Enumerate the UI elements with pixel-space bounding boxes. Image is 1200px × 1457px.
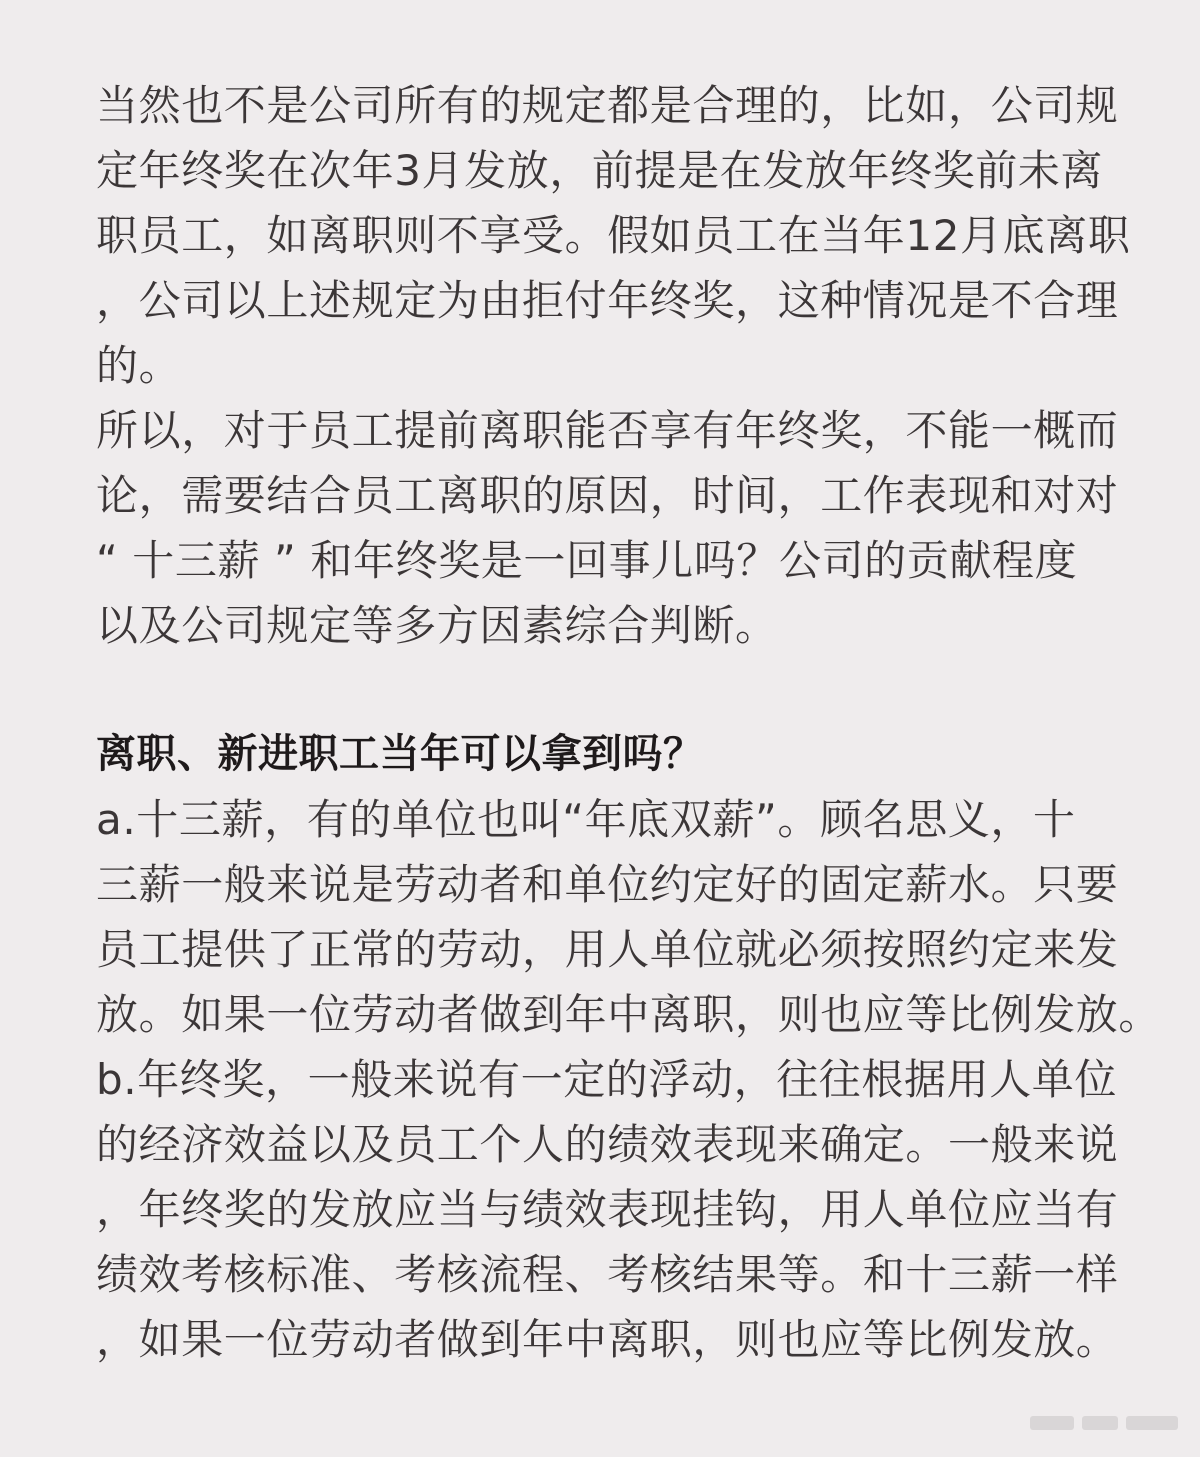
paragraph-3-line-2: 三薪一般来说是劳动者和单位约定好的固定薪水。只要 <box>96 860 1119 909</box>
paragraph-3-line-4: 放。如果一位劳动者做到年中离职，则也应等比例发放。 <box>96 990 1162 1039</box>
paragraph-2-line-2: 论，需要结合员工离职的原因，时间，工作表现和对对 <box>96 471 1119 520</box>
paragraph-1-line-3: 职员工，如离职则不享受。假如员工在当年12月底离职 <box>96 211 1131 260</box>
paragraph-1-line-5: 的。 <box>96 341 182 390</box>
paragraph-1-line-1: 当然也不是公司所有的规定都是合理的，比如，公司规 <box>96 81 1119 130</box>
paragraph-2-line-4: 以及公司规定等多方因素综合判断。 <box>96 601 778 650</box>
paragraph-2-line-3: “ 十三薪 ” 和年终奖是一回事儿吗？公司的贡献程度 <box>96 536 1078 585</box>
watermark-bar <box>1126 1416 1178 1430</box>
watermark-logo <box>1030 1410 1180 1436</box>
paragraph-3-line-3: 员工提供了正常的劳动，用人单位就必须按照约定来发 <box>96 925 1119 974</box>
paragraph-4-line-4: 绩效考核标准、考核流程、考核结果等。和十三薪一样 <box>96 1250 1119 1299</box>
paragraph-3-line-1: a.十三薪，有的单位也叫“年底双薪”。顾名思义，十 <box>96 795 1076 844</box>
paragraph-4-line-5: ，如果一位劳动者做到年中离职，则也应等比例发放。 <box>96 1315 1119 1364</box>
paragraph-4-line-2: 的经济效益以及员工个人的绩效表现来确定。一般来说 <box>96 1120 1119 1169</box>
paragraph-1-line-4: ，公司以上述规定为由拒付年终奖，这种情况是不合理 <box>96 276 1119 325</box>
paragraph-4-line-3: ，年终奖的发放应当与绩效表现挂钩，用人单位应当有 <box>96 1185 1119 1234</box>
paragraph-1-line-2: 定年终奖在次年3月发放，前提是在发放年终奖前未离 <box>96 146 1104 195</box>
watermark-bar <box>1030 1416 1074 1430</box>
section-heading: 离职、新进职工当年可以拿到吗？ <box>96 731 704 777</box>
paragraph-4-line-1: b.年终奖，一般来说有一定的浮动，往往根据用人单位 <box>96 1055 1118 1104</box>
paragraph-2-line-1: 所以，对于员工提前离职能否享有年终奖，不能一概而 <box>96 406 1119 455</box>
watermark-bar <box>1082 1416 1118 1430</box>
